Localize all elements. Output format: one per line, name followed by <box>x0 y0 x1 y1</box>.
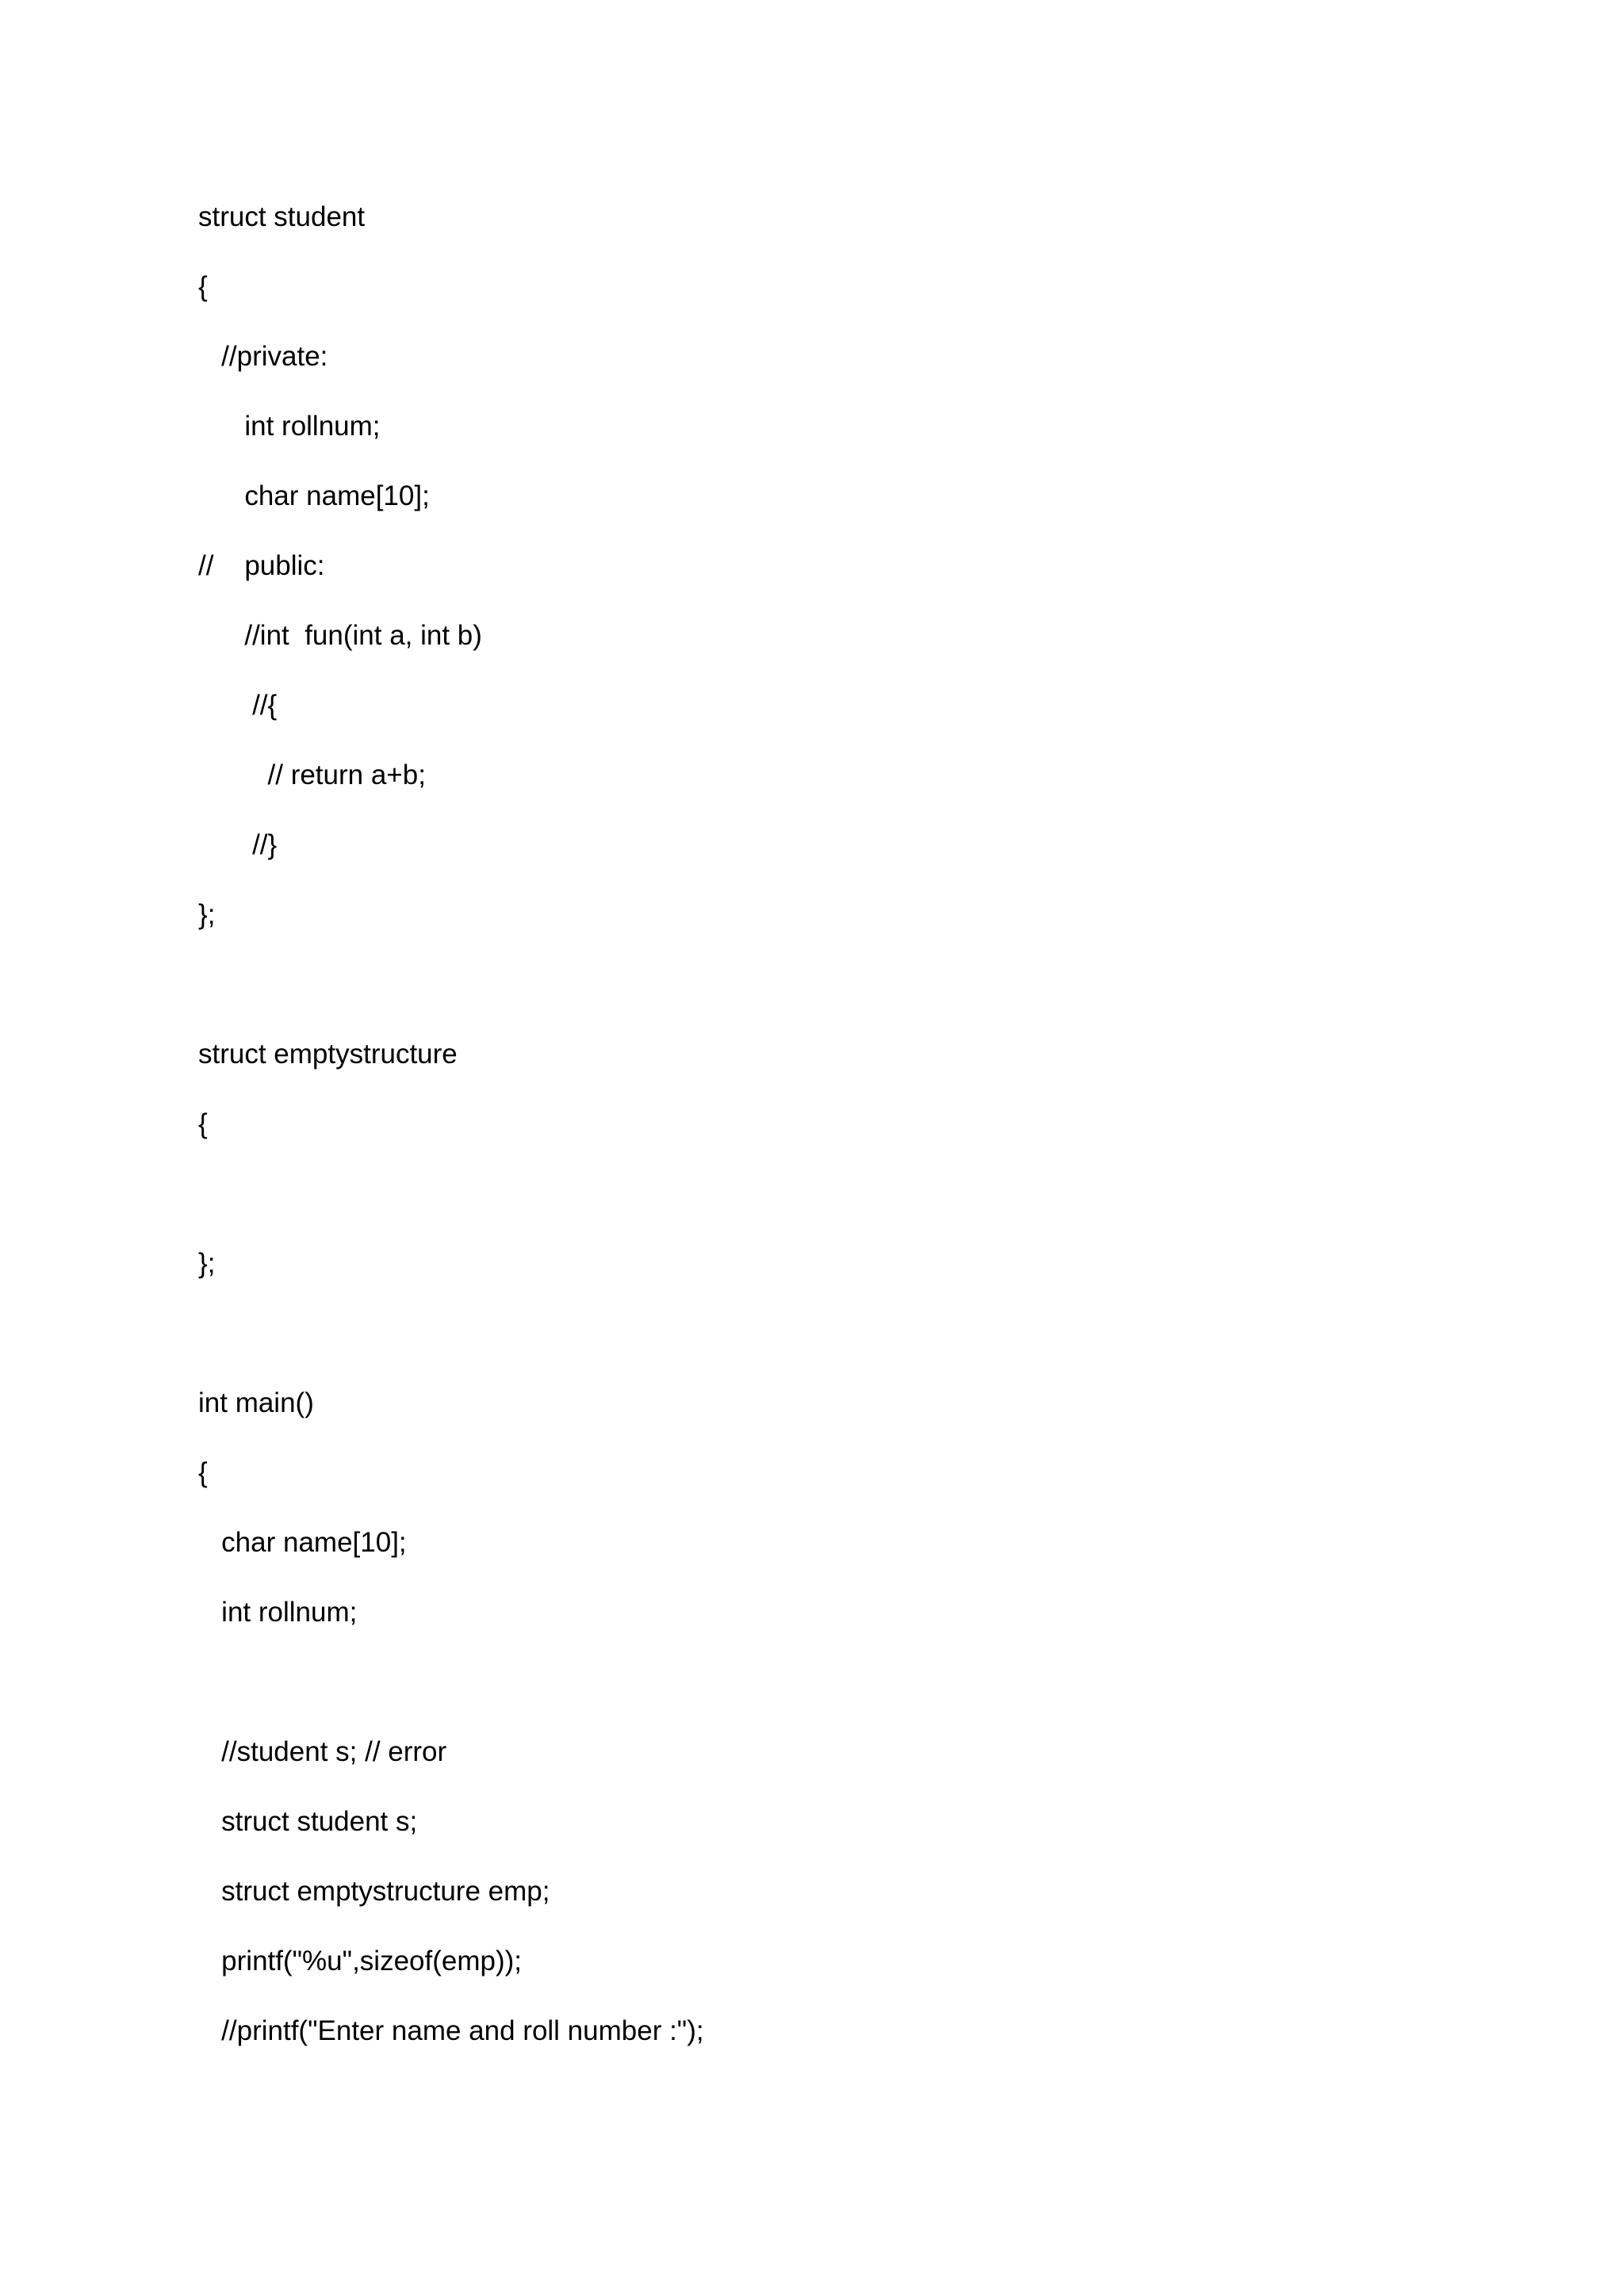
code-line: struct student s; <box>198 1806 418 1837</box>
code-line: { <box>198 271 208 302</box>
code-line: struct emptystructure emp; <box>198 1876 550 1907</box>
code-line: char name[10]; <box>198 1527 407 1558</box>
code-line: printf("%u",sizeof(emp)); <box>198 1946 523 1976</box>
code-line: //{ <box>198 690 278 721</box>
code-line: }; <box>198 1248 216 1279</box>
code-line: int main() <box>198 1387 314 1418</box>
code-line: //private: <box>198 341 328 372</box>
code-line: //int fun(int a, int b) <box>198 620 482 651</box>
code-line: //student s; // error <box>198 1736 447 1767</box>
code-line: struct emptystructure <box>198 1039 458 1070</box>
code-line: // return a+b; <box>198 760 426 790</box>
code-line: char name[10]; <box>198 480 430 511</box>
code-line: int rollnum; <box>198 411 381 442</box>
code-line: // public: <box>198 550 325 581</box>
code-line: //} <box>198 829 278 860</box>
code-line: { <box>198 1108 208 1139</box>
code-line: int rollnum; <box>198 1597 358 1628</box>
code-line: { <box>198 1457 208 1488</box>
code-line: //printf("Enter name and roll number :"); <box>198 2015 704 2046</box>
code-line: }; <box>198 899 216 930</box>
code-line: struct student <box>198 201 366 232</box>
